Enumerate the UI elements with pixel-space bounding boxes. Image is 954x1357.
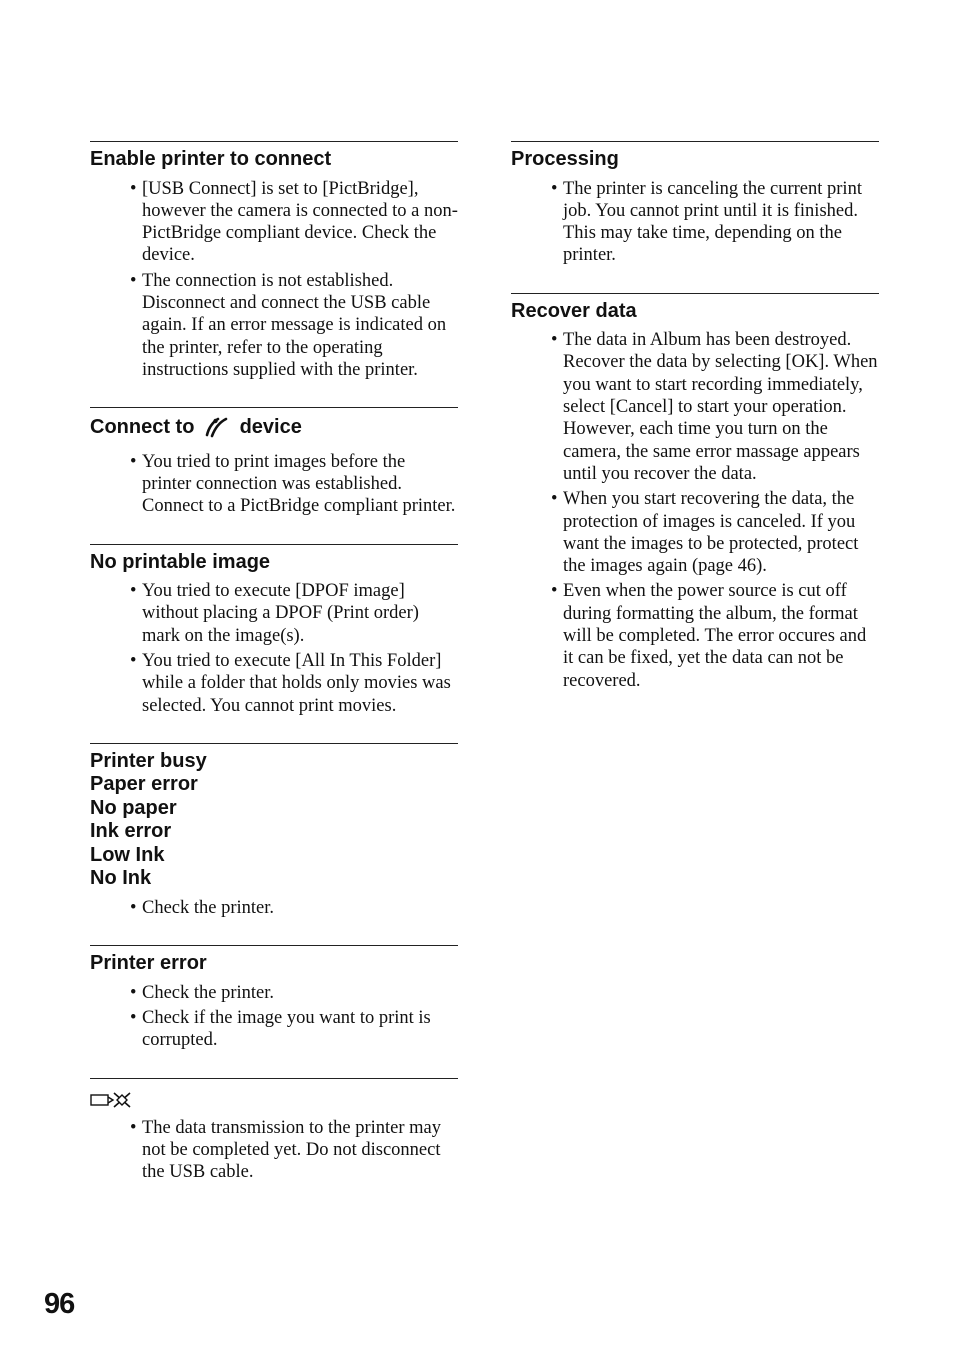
title-line: No Ink [90,867,152,890]
section-title: Processing [511,148,619,170]
list-item: • Check if the image you want to print is corrupted. [142,1007,458,1052]
list-item: • You tried to execute [All In This Folder] while a folder that holds only movies was selected. You cannot print movies. [142,650,458,717]
bullet-list [90,451,458,518]
data-transfer-icon [90,1089,458,1111]
section-processing [511,141,879,267]
list-item: • When you start recovering the data, the protection of images is canceled. If you want the images to be protected, protect the images again (page 46). [563,488,879,577]
list-item: • The data in Album has been destroyed. Recover the data by selecting [OK]. When you want to start recording immediately, select [Cancel] to start your operation. However, each time you turn on the camera, the same error massage appears until you recover the data. [563,329,879,485]
section-title [90,414,458,445]
bullet-list [90,982,458,1052]
right-column [511,141,879,695]
bullet-list [90,1117,458,1184]
title-line: Paper error [90,773,198,796]
title-line: Printer busy [90,749,207,772]
section-no-printable-image [90,544,458,717]
section-transfer-note [90,1078,458,1184]
title-line: No paper [90,796,177,819]
left-column [90,141,458,1186]
section-title: Recover data [511,299,637,322]
pictbridge-icon [204,414,230,445]
section-title: No printable image [90,550,271,573]
title-line: Ink error [90,820,172,843]
list-item: • Check the printer. [142,897,458,919]
section-recover-data [511,293,879,692]
list-item: • The data transmission to the printer may not be completed yet. Do not disconnect the USB cable. [142,1117,458,1184]
list-item: • Even when the power source is cut off during formatting the album, the format will be completed. The error occures and it can be fixed, yet the data can not be recovered. [563,580,879,691]
section-printer-busy [90,743,458,919]
bullet-list [511,178,879,267]
list-item: • The connection is not established. Disconnect and connect the USB cable again. If an error message is indicated on the printer, refer to the operating instructions supplied with the printer. [142,270,458,381]
list-item: • You tried to execute [DPOF image] without placing a DPOF (Print order) mark on the image(s). [142,580,458,647]
list-item: • The printer is canceling the current print job. You cannot print until it is finished. This may take time, depending on the printer. [563,178,879,267]
title-after: device [239,416,302,439]
section-connect-to-device [90,407,458,517]
list-item: • Check the printer. [142,982,458,1004]
section-title: Enable printer to connect [90,148,332,170]
list-item: • [USB Connect] is set to [PictBridge], however the camera is connected to a non-PictBridge compliant device. Check the device. [142,178,458,267]
section-title [90,750,458,891]
section-enable-printer [90,141,458,381]
section-printer-error [90,945,458,1051]
bullet-list [90,897,458,919]
section-title: Printer error [90,952,207,975]
page-number: 96 [44,1288,75,1320]
title-line: Low Ink [90,843,165,866]
bullet-list [90,580,458,717]
bullet-list [90,178,458,382]
title-before: Connect to [90,416,195,439]
bullet-list [511,329,879,692]
list-item: • You tried to print images before the printer connection was established. Connect to a PictBridge compliant printer. [142,451,458,518]
